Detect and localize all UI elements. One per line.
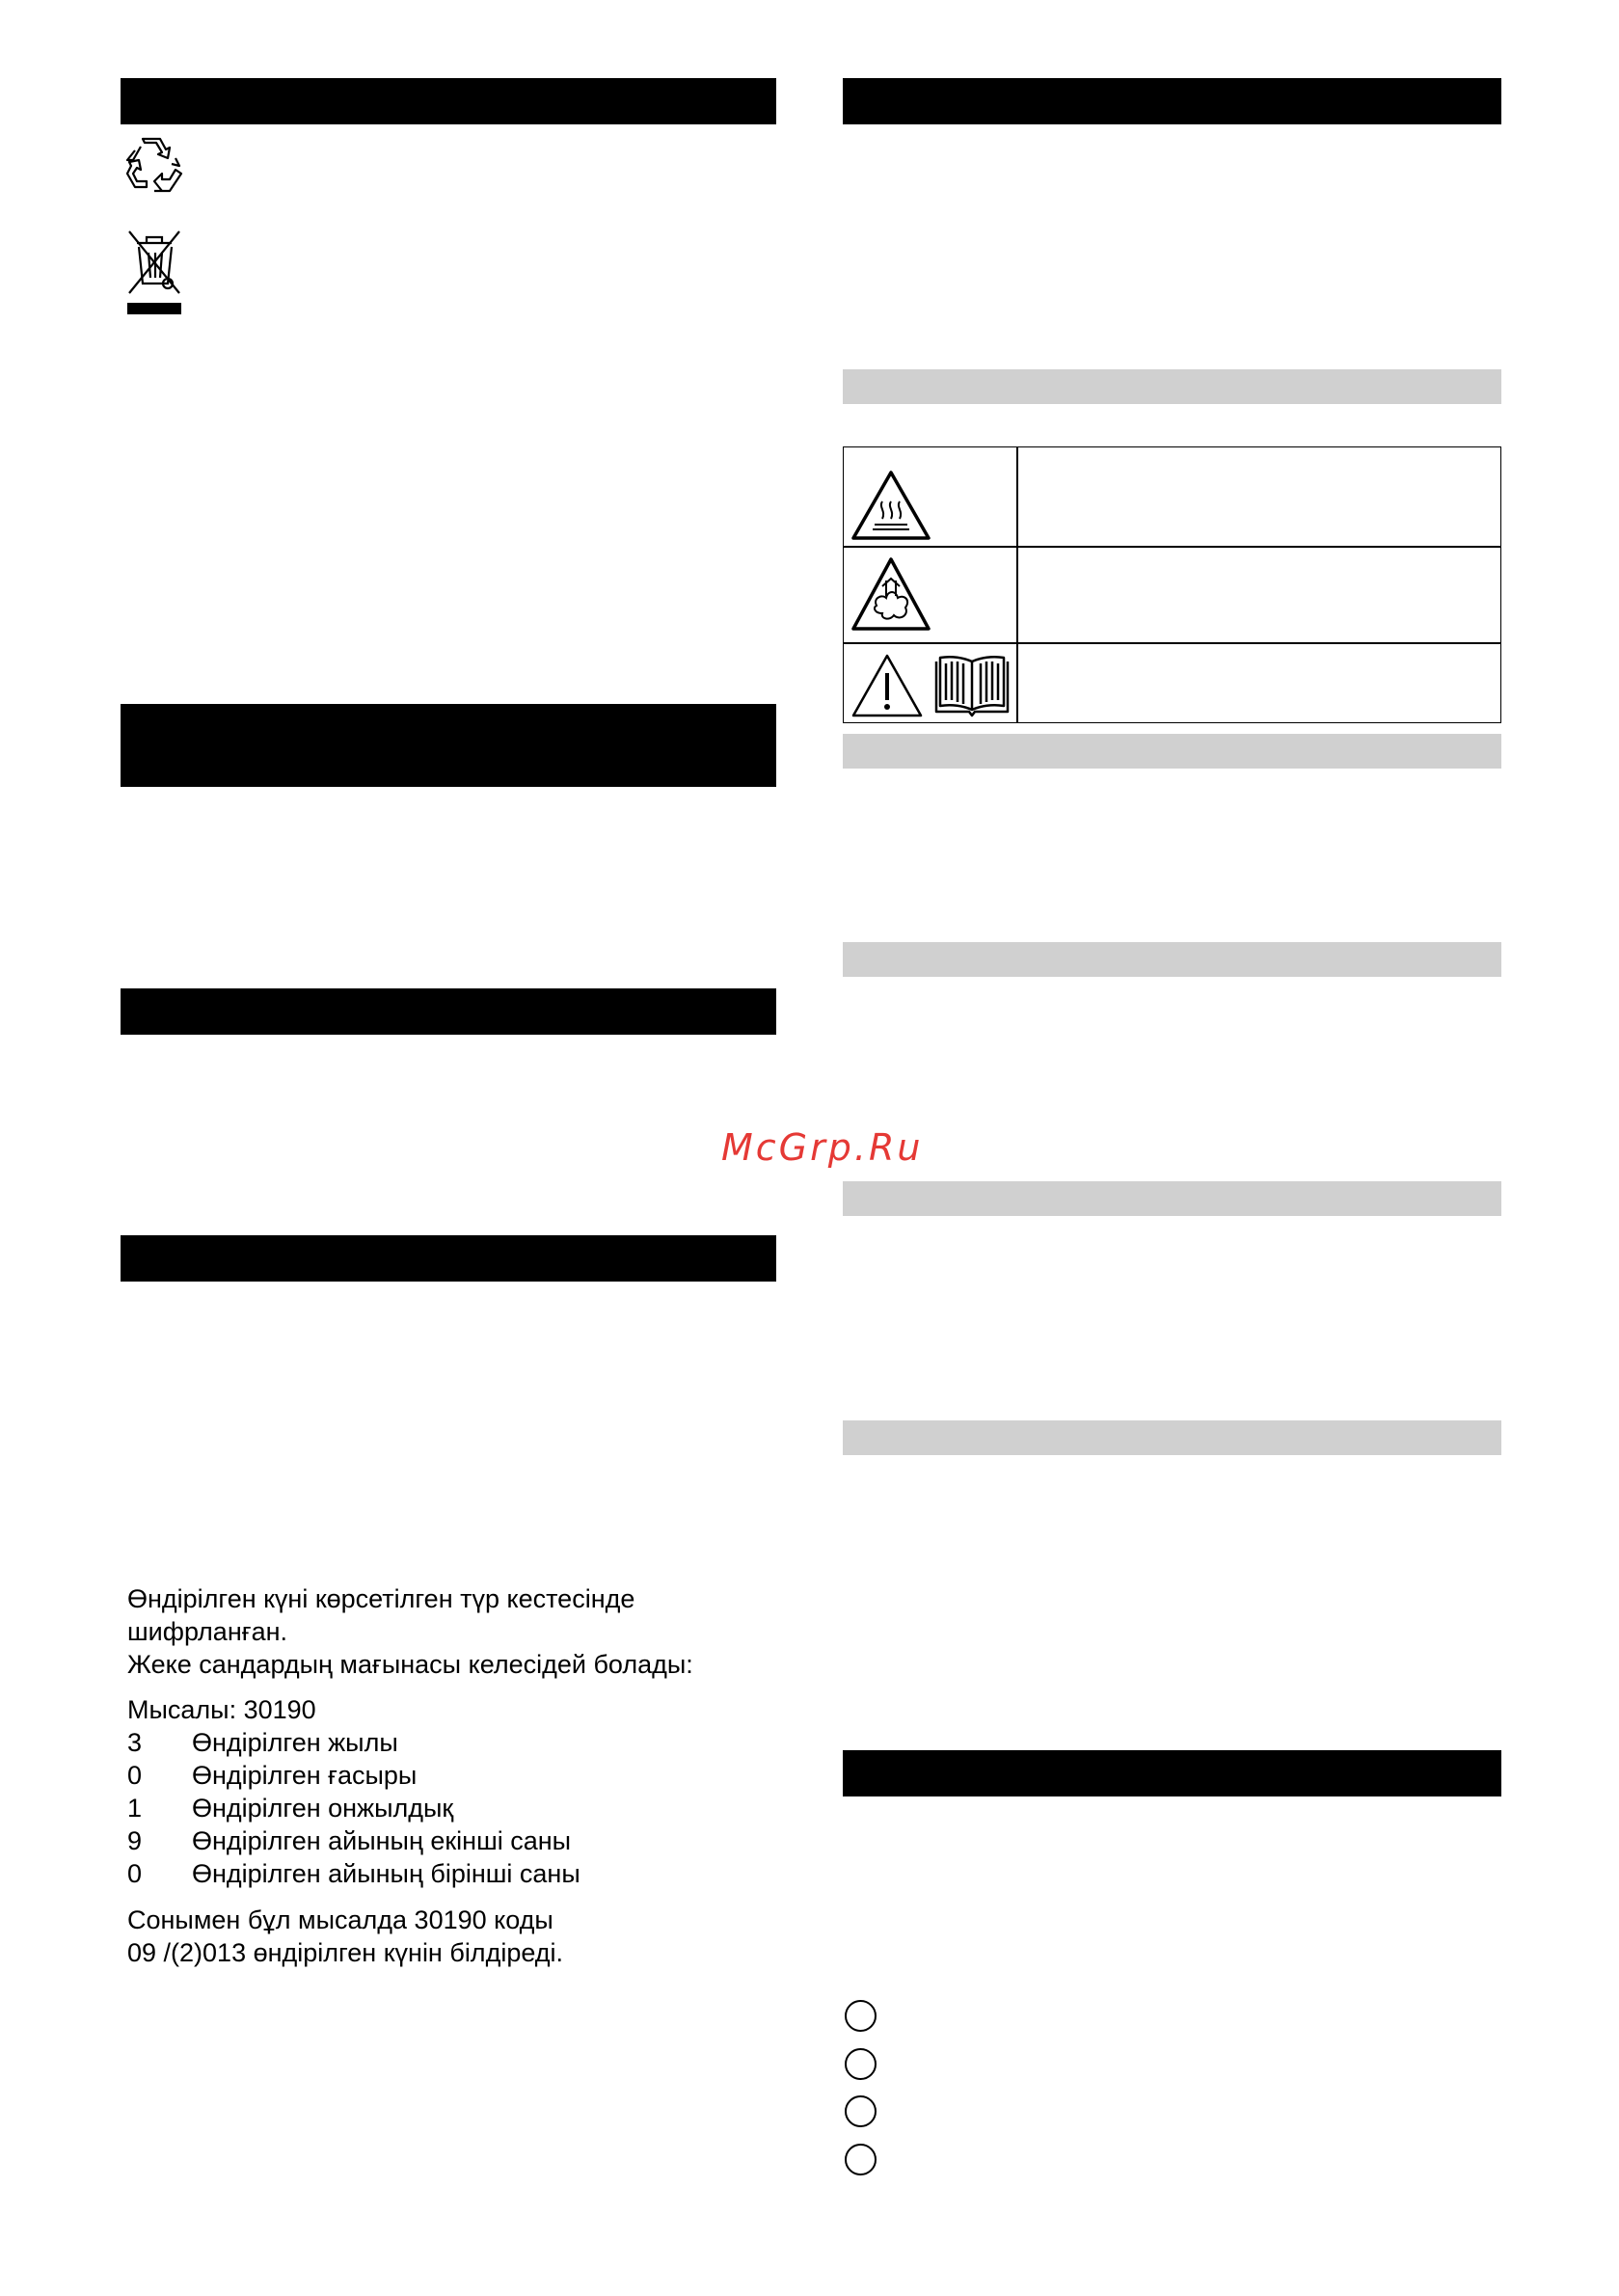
circle-marker-4 [845, 2144, 877, 2175]
date-code-conclusion-line2: 09 /(2)013 өндірілген күнін білдіреді. [127, 1938, 564, 1967]
digit-meaning: Өндірілген ғасыры [192, 1761, 418, 1790]
section-header-bar-4 [121, 1235, 776, 1282]
steam-warning-icon [850, 555, 932, 633]
section-header-bar-2 [121, 704, 776, 787]
section-header-bar-6 [843, 1750, 1501, 1796]
subsection-bar-2 [843, 734, 1501, 769]
date-code-conclusion-line1: Сонымен бұл мысалда 30190 коды [127, 1905, 553, 1934]
list-item [127, 1759, 417, 1792]
subsection-bar-4 [843, 1181, 1501, 1216]
list-item [127, 1792, 453, 1824]
subsection-bar-1 [843, 369, 1501, 404]
caution-icon [850, 652, 925, 719]
date-code-example-label: Мысалы: 30190 [127, 1695, 316, 1724]
recycle-icon [123, 135, 185, 197]
crossed-bin-icon [123, 224, 185, 316]
hot-surface-warning-icon [850, 469, 932, 542]
section-header-bar-1 [121, 78, 776, 124]
list-item [127, 1726, 398, 1759]
manual-book-icon [932, 652, 1012, 719]
circle-marker-3 [845, 2095, 877, 2127]
list-item [127, 1824, 571, 1857]
circle-marker-2 [845, 2048, 877, 2080]
section-header-bar-5 [843, 78, 1501, 124]
subsection-bar-3 [843, 942, 1501, 977]
digit-value: 3 [127, 1728, 143, 1757]
digit-value: 1 [127, 1794, 143, 1823]
digit-meaning: Өндірілген айының екінші саны [192, 1826, 572, 1855]
digit-value: 0 [127, 1761, 143, 1790]
digit-meaning: Өндірілген жылы [192, 1728, 398, 1757]
digit-value: 9 [127, 1826, 143, 1855]
subsection-bar-5 [843, 1420, 1501, 1455]
circle-marker-1 [845, 2000, 877, 2032]
date-code-intro-line1: Өндірілген күні көрсетілген түр кестесінде [127, 1584, 635, 1613]
warning-symbols-table [843, 446, 1501, 723]
digit-value: 0 [127, 1859, 143, 1888]
date-code-intro-line2: шифрланған. [127, 1617, 288, 1646]
watermark: McGrp.Ru [721, 1126, 924, 1169]
digit-meaning: Өндірілген айының бірінші саны [192, 1859, 580, 1888]
digit-meaning: Өндірілген онжылдық [192, 1794, 454, 1823]
date-code-intro-line3: Жеке сандардың мағынасы келесідей болады: [127, 1650, 693, 1679]
section-header-bar-3 [121, 988, 776, 1035]
list-item [127, 1857, 580, 1890]
